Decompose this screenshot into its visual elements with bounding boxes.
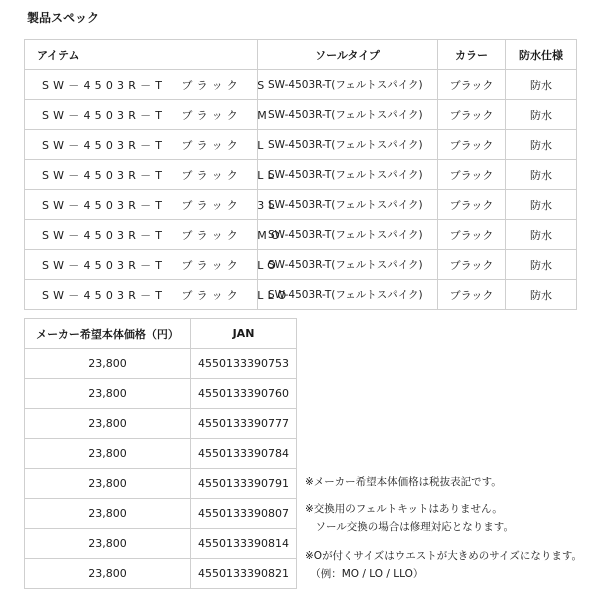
note-sole-repair: ソール交換の場合は修理対応となります。: [305, 521, 514, 533]
spec-cell-waterproof: 防水: [506, 250, 577, 280]
price-header-jan: JAN: [191, 319, 297, 349]
spec-cell-sole: SW-4503R-T(フェルトスパイク): [258, 70, 438, 100]
spec-cell-waterproof: 防水: [506, 130, 577, 160]
spec-cell-sole: SW-4503R-T(フェルトスパイク): [258, 250, 438, 280]
spec-cell-sole: SW-4503R-T(フェルトスパイク): [258, 220, 438, 250]
price-cell-price: 23,800: [25, 469, 191, 499]
spec-cell-color: ブラック: [438, 190, 506, 220]
spec-row: [25, 220, 577, 250]
section-title: 製品スペック: [27, 11, 100, 25]
spec-cell-waterproof: 防水: [506, 160, 577, 190]
spec-cell-waterproof: 防水: [506, 70, 577, 100]
spec-table: [24, 39, 577, 310]
spec-header-waterproof: 防水仕様: [506, 40, 577, 70]
note-o-size: ※Oが付くサイズはウエストが大きめのサイズになります。: [305, 550, 583, 562]
price-row: [25, 529, 297, 559]
spec-cell-item: SW－4503R－T ブラック L: [25, 130, 258, 160]
price-cell-price: 23,800: [25, 559, 191, 589]
spec-row: [25, 190, 577, 220]
price-cell-price: 23,800: [25, 529, 191, 559]
spec-cell-item: SW－4503R－T ブラック LL: [25, 160, 258, 190]
note-felt-kit: ※交換用のフェルトキットはありません。: [305, 503, 503, 515]
spec-cell-color: ブラック: [438, 160, 506, 190]
price-cell-jan: 4550133390784: [191, 439, 297, 469]
spec-cell-sole: SW-4503R-T(フェルトスパイク): [258, 160, 438, 190]
price-cell-price: 23,800: [25, 499, 191, 529]
price-cell-jan: 4550133390807: [191, 499, 297, 529]
spec-header-item: アイテム: [25, 40, 258, 70]
spec-header-row: [25, 40, 577, 70]
price-cell-price: 23,800: [25, 349, 191, 379]
spec-cell-waterproof: 防水: [506, 100, 577, 130]
spec-cell-color: ブラック: [438, 70, 506, 100]
spec-cell-waterproof: 防水: [506, 220, 577, 250]
price-cell-jan: 4550133390791: [191, 469, 297, 499]
spec-cell-item: SW－4503R－T ブラック S: [25, 70, 258, 100]
price-row: [25, 469, 297, 499]
spec-cell-waterproof: 防水: [506, 280, 577, 310]
spec-cell-item: SW－4503R－T ブラック LO: [25, 250, 258, 280]
note-tax: ※メーカー希望本体価格は税抜表記です。: [305, 476, 502, 488]
spec-cell-item: SW－4503R－T ブラック M: [25, 100, 258, 130]
spec-cell-color: ブラック: [438, 250, 506, 280]
spec-cell-sole: SW-4503R-T(フェルトスパイク): [258, 190, 438, 220]
spec-row: [25, 280, 577, 310]
price-row: [25, 379, 297, 409]
spec-row: [25, 70, 577, 100]
spec-row: [25, 160, 577, 190]
spec-cell-color: ブラック: [438, 280, 506, 310]
spec-cell-item: SW－4503R－T ブラック 3L: [25, 190, 258, 220]
spec-cell-sole: SW-4503R-T(フェルトスパイク): [258, 130, 438, 160]
spec-row: [25, 250, 577, 280]
price-cell-price: 23,800: [25, 439, 191, 469]
price-row: [25, 499, 297, 529]
spec-header-color: カラー: [438, 40, 506, 70]
price-cell-price: 23,800: [25, 409, 191, 439]
spec-cell-item: SW－4503R－T ブラック MO: [25, 220, 258, 250]
spec-cell-sole: SW-4503R-T(フェルトスパイク): [258, 100, 438, 130]
spec-header-sole: ソールタイプ: [258, 40, 438, 70]
spec-cell-sole: SW-4503R-T(フェルトスパイク): [258, 280, 438, 310]
price-row: [25, 349, 297, 379]
spec-cell-color: ブラック: [438, 130, 506, 160]
price-row: [25, 439, 297, 469]
spec-row: [25, 100, 577, 130]
price-cell-jan: 4550133390760: [191, 379, 297, 409]
price-header-price: メーカー希望本体価格（円）: [25, 319, 191, 349]
price-row: [25, 559, 297, 589]
price-cell-jan: 4550133390777: [191, 409, 297, 439]
spec-row: [25, 130, 577, 160]
price-cell-jan: 4550133390821: [191, 559, 297, 589]
price-table: [24, 318, 297, 589]
note-o-size-example: （例：MO / LO / LLO）: [305, 568, 424, 580]
spec-cell-color: ブラック: [438, 220, 506, 250]
price-cell-price: 23,800: [25, 379, 191, 409]
price-row: [25, 409, 297, 439]
spec-cell-color: ブラック: [438, 100, 506, 130]
spec-cell-item: SW－4503R－T ブラック LLO: [25, 280, 258, 310]
spec-cell-waterproof: 防水: [506, 190, 577, 220]
price-header-row: [25, 319, 297, 349]
price-cell-jan: 4550133390753: [191, 349, 297, 379]
price-cell-jan: 4550133390814: [191, 529, 297, 559]
